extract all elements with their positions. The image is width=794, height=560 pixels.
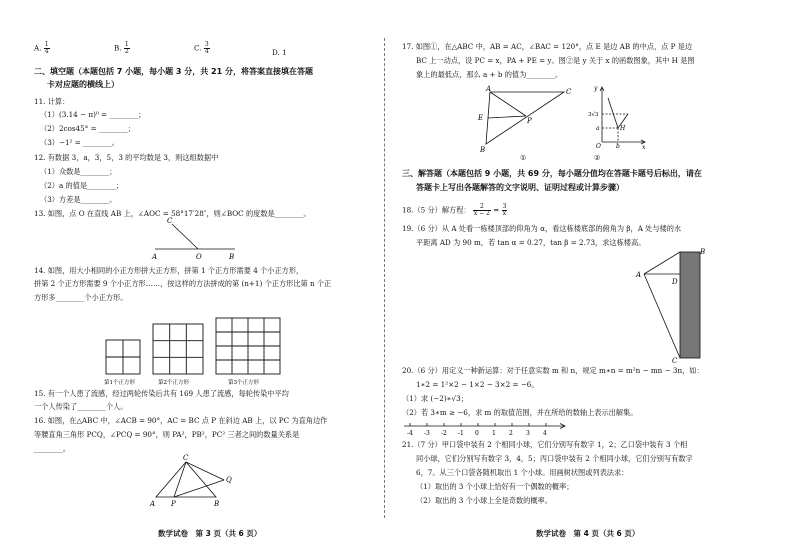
option-a: A. $\frac{1}{4}$ [34, 41, 49, 55]
q11-part3: （3）−1² = ________。 [40, 138, 119, 147]
q16-line3: ________。 [34, 444, 70, 453]
q14-figure [100, 318, 300, 386]
q12-part2: （2）a 的值是________； [40, 181, 124, 190]
q17-figure2 [588, 84, 648, 150]
q11-part2: （2）2cos45° = ________； [40, 124, 135, 133]
q13-figure [150, 214, 240, 262]
number-line-label: -3 [424, 430, 430, 437]
q17-caption-2: ② [594, 153, 601, 162]
q12-part3: （3）方差是________。 [40, 195, 117, 204]
svg-text:C: C [672, 357, 678, 365]
q12-stem: 12. 有数据 3，a，3，5，3 的平均数是 3，则这组数据中 [34, 153, 219, 162]
q20-number-line [402, 420, 572, 442]
q14-caption-1: 第1个正方形 [104, 380, 135, 386]
number-line-label: 1 [492, 430, 496, 437]
svg-text:D: D [672, 278, 678, 286]
q13-label-a: A [152, 253, 158, 261]
svg-text:P: P [527, 117, 532, 125]
svg-text:P: P [171, 500, 176, 508]
q14-caption-2: 第2个正方形 [158, 380, 189, 386]
q17-line2: BC 上一动点，设 PC = x，PA + PE = y。图②是 y 关于 x 的函数图象，其中 H 是图 [416, 56, 695, 65]
svg-text:Q: Q [226, 476, 232, 484]
svg-text:y: y [594, 85, 598, 92]
q16-line2: 等腰直角三角形 PCQ，∠PCQ = 90°，则 PA²，PB²，PC² 三者之间的数量关系是 [34, 430, 300, 439]
svg-text:a: a [596, 125, 600, 132]
q17-line3: 象上的最低点，那么 a + b 的值为________。 [416, 70, 563, 79]
svg-text:C: C [183, 454, 189, 462]
svg-text:B: B [214, 500, 220, 508]
number-line-label: 2 [509, 430, 513, 437]
q18: 18.（5 分）解方程： $\frac{2}{x - 2}$ = $\frac{3}{x}$ [402, 203, 507, 217]
q14-caption-3: 第3个正方形 [228, 380, 259, 386]
q21-part2: （2）取出的 3 个小球上全是奇数的概率。 [416, 496, 552, 505]
q17-line1: 17. 如图①，在△ABC 中，AB = AC，∠BAC = 120°，点 E 是边 AB 的中点，点 P 是边 [402, 42, 693, 51]
q21-part1: （1）取出的 3 个小球上恰好有一个偶数的概率； [416, 482, 574, 491]
page-footer-left: 数学试卷 第 3 页（共 6 页） [158, 529, 262, 538]
number-line-label: -4 [407, 430, 413, 437]
q11-part1: （1）(3.14 − π)⁰ = ________； [40, 110, 146, 119]
q16-figure [146, 452, 236, 508]
svg-text:E: E [478, 114, 484, 122]
option-c: C. $\frac{3}{4}$ [194, 41, 209, 55]
page-footer-right: 数学试卷 第 4 页（共 6 页） [536, 529, 640, 538]
section3-heading-line1: 三、解答题（本题包括 9 小题，共 69 分，每小题分值均在答题卡题号后标出，请在 [402, 169, 702, 178]
svg-text:3√3: 3√3 [588, 112, 599, 118]
q13-label-c: C [167, 217, 173, 225]
q19-line1: 19.（6 分）从 A 处看一栋楼顶部的仰角为 α，看这栋楼底部的俯角为 β，A 处与楼的水 [402, 224, 682, 233]
option-d: D. 1 [272, 48, 287, 57]
q21-line2: 同小球，它们分别写有数字 3，4，5；丙口袋中装有 2 个相同小球，它们分别写有数字 [416, 454, 693, 463]
option-b: B. $\frac{1}{2}$ [114, 41, 129, 55]
number-line-label: -1 [458, 430, 464, 437]
q17-figure1 [476, 84, 576, 160]
q15-line2: 一个人传染了________个人。 [34, 402, 128, 411]
q19-line2: 平距离 AD 为 90 m，若 tan α = 0.27，tan β = 2.73，求这栋楼高。 [416, 238, 646, 247]
q11-stem: 11. 计算： [34, 97, 70, 106]
q13-stem: 13. 如图，点 O 在直线 AB 上，∠AOC = 58°17′28″，则∠BOC 的度数是________。 [34, 209, 311, 218]
svg-text:B: B [700, 248, 706, 256]
page-separator [384, 38, 385, 518]
q14-line3: 方形多________个小正方形。 [34, 293, 128, 302]
q20-line2: 1∗2 = 1²×2 − 1×2 − 3×2 = −6。 [416, 380, 539, 389]
svg-text:A: A [150, 500, 156, 508]
section2-heading-line2: 卡对应题的横线上） [47, 80, 119, 89]
q20-line1: 20.（6 分）用定义一种新运算：对于任意实数 m 和 n，规定 m∗n = m²n − mn − 3n，如： [402, 366, 704, 375]
number-line-label: 3 [526, 430, 530, 437]
svg-text:C: C [566, 88, 572, 96]
svg-text:A: A [636, 271, 642, 279]
q17-caption-1: ① [520, 153, 527, 162]
svg-text:H: H [620, 125, 626, 132]
q21-line1: 21.（7 分）甲口袋中装有 2 个相同小球，它们分别写有数字 1，2；乙口袋中装有 3 个相 [402, 440, 688, 449]
section3-heading-line2: 答题卡上写出各题解答的文字说明、证明过程或计算步骤） [416, 183, 624, 192]
section2-heading-line1: 二、填空题（本题包括 7 小题，每小题 3 分，共 21 分，将答案直接填在答题 [34, 67, 313, 76]
q20-part2: （2）若 3∗m ≥ −6，求 m 的取值范围，并在所给的数轴上表示出解集。 [402, 408, 638, 417]
q13-label-b: B [229, 253, 235, 261]
q19-figure [634, 246, 704, 364]
svg-text:O: O [596, 143, 601, 150]
svg-text:b: b [616, 143, 620, 150]
q15-line1: 15. 有一个人患了流感，经过两轮传染后共有 169 人患了流感，每轮传染中平均 [34, 389, 289, 398]
svg-text:x: x [642, 144, 646, 151]
q13-label-o: O [196, 253, 202, 261]
page-3 [0, 0, 376, 560]
number-line-label: -2 [441, 430, 447, 437]
svg-text:B: B [480, 146, 486, 154]
number-line-label: 0 [475, 430, 479, 437]
q14-line1: 14. 如图，用大小相同的小正方形拼大正方形，拼第 1 个正方形需要 4 个小正方形， [34, 266, 304, 275]
q12-part1: （1）众数是________； [40, 167, 117, 176]
svg-text:A: A [486, 85, 492, 93]
q14-line2: 拼第 2 个正方形需要 9 个小正方形……，按这样的方法拼成的第 (n+1) 个正方形比第 n 个正 [34, 279, 332, 288]
page-4 [396, 0, 794, 560]
number-line-label: 4 [543, 430, 547, 437]
q20-part1: （1）求 (−2)∗√3； [402, 394, 468, 403]
q21-line3: 6，7。从三个口袋各随机取出 1 个小球。用画树状图或列表法求： [416, 468, 629, 477]
q16-line1: 16. 如图，在△ABC 中，∠ACB = 90°，AC = BC 点 P 在斜边 AB 上，以 PC 为直角边作 [34, 416, 328, 425]
